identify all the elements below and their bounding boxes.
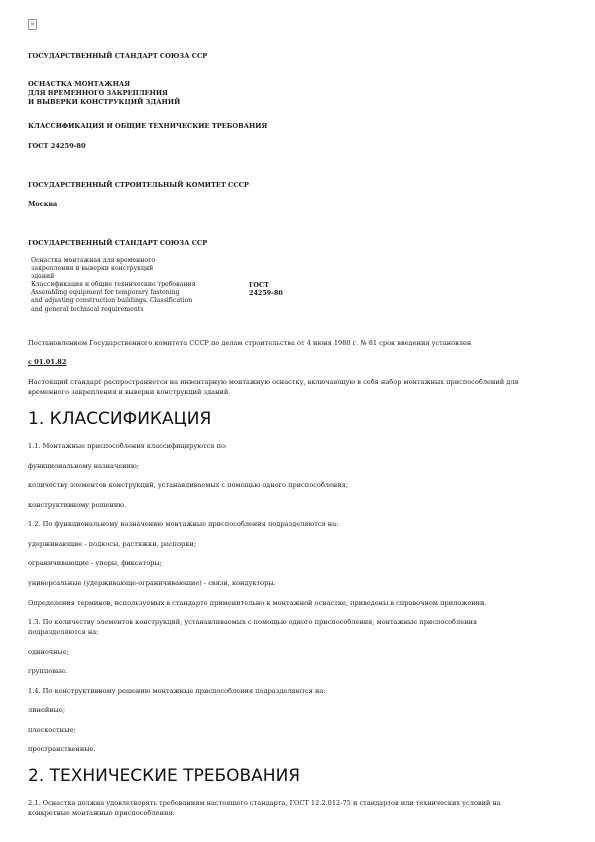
- paragraph: 2.1. Оснастка должна удовлетворять требованиям настоящего стандарта, ГОСТ 12.2.012-75 и стандартов или технических условий на: [28, 799, 501, 807]
- paragraph: одиночные;: [28, 648, 69, 656]
- paragraph: функциональному назначению;: [28, 462, 139, 470]
- paragraph: 1.1. Монтажные приспособления классифицируются по:: [28, 442, 228, 450]
- city: Москва: [28, 200, 58, 208]
- state-standard-heading-2: ГОСУДАРСТВЕННЫЙ СТАНДАРТ СОЮЗА ССР: [28, 239, 208, 247]
- paragraph: конкретные монтажные приспособления.: [28, 809, 175, 817]
- gost-number: ГОСТ 24259-80: [28, 142, 86, 150]
- paragraph: ограничивающие - упоры, фиксаторы;: [28, 559, 162, 567]
- state-standard-heading: ГОСУДАРСТВЕННЫЙ СТАНДАРТ СОЮЗА ССР: [28, 52, 208, 60]
- paragraph: 1.3. По количеству элементов конструкций, устанавливаемых с помощью одного приспособления, монтажные приспособления: [28, 618, 478, 626]
- doc-title-line-1: ОСНАСТКА МОНТАЖНАЯ: [28, 80, 131, 88]
- title-block-line: закрепления и выверки конструкций: [31, 265, 154, 273]
- paragraph: подразделяются на:: [28, 628, 99, 636]
- section-1-heading: 1. КЛАССИФИКАЦИЯ: [28, 409, 212, 429]
- doc-title-line-2: ДЛЯ ВРЕМЕННОГО ЗАКРЕПЛЕНИЯ: [28, 89, 168, 97]
- title-block-line: and adjusting construction buildings. Classification: [31, 297, 193, 305]
- doc-title-line-3: И ВЫВЕРКИ КОНСТРУКЦИЙ ЗДАНИЙ: [28, 98, 181, 106]
- scope-line-1: Настоящий стандарт распространяется на инвентарную монтажную оснастку, включающую в себя набор монтажных приспособлений для: [28, 378, 519, 386]
- title-block-line: Оснастка монтажная для временного: [31, 257, 156, 264]
- title-block-line: and general technical requirements: [31, 305, 144, 313]
- paragraph: количеству элементов конструкций, устанавливаемых с помощью одного приспособления;: [28, 481, 349, 489]
- paragraph: удерживающие - подкосы, растяжки, распорки;: [28, 540, 196, 548]
- committee-name: ГОСУДАРСТВЕННЫЙ СТРОИТЕЛЬНЫЙ КОМИТЕТ СССР: [28, 181, 249, 189]
- decree-text: Постановлением Государственного комитета СССР по делам строительства от 4 июня 1980 г. № 81 срок введения установлен: [28, 339, 472, 347]
- paragraph: Определения терминов, используемых в стандарте применительно к монтажной оснастке, приведены в справочном приложении.: [28, 599, 487, 607]
- title-block-line: зданий: [31, 273, 55, 281]
- doc-subtitle: КЛАССИФИКАЦИЯ И ОБЩИЕ ТЕХНИЧЕСКИЕ ТРЕБОВАНИЯ: [28, 122, 268, 130]
- paragraph: 1.2. По функциональному назначению монтажные приспособления подразделяются на:: [28, 520, 339, 528]
- title-block-gost-label: ГОСТ: [249, 281, 269, 289]
- paragraph: пространственные.: [28, 745, 96, 753]
- title-block-left: [31, 257, 196, 314]
- paragraph: линейные;: [28, 706, 66, 714]
- title-block-table: [29, 257, 319, 329]
- section-2-heading: 2. ТЕХНИЧЕСКИЕ ТРЕБОВАНИЯ: [28, 766, 301, 786]
- broken-image-icon: ×: [30, 21, 36, 28]
- paragraph: универсальные (удерживающе-ограничивающие) - связи, кондукторы.: [28, 579, 276, 587]
- title-block-line: Assembling equipment for temporary fastening: [31, 289, 180, 297]
- title-block-line: Классификация и общие технические требования: [31, 281, 196, 289]
- paragraph: 1.4. По конструктивному решению монтажные приспособления подразделяются на:: [28, 687, 326, 695]
- effective-date: с 01.01.82: [28, 358, 67, 366]
- title-block-right: [249, 281, 283, 298]
- scope-line-2: временного закрепления и выверки конструкций зданий.: [28, 388, 231, 396]
- paragraph: групповые.: [28, 667, 68, 675]
- paragraph: плоскостные;: [28, 726, 76, 734]
- paragraph: конструктивному решению.: [28, 501, 127, 509]
- title-block-gost-number: 24259-80: [249, 289, 283, 298]
